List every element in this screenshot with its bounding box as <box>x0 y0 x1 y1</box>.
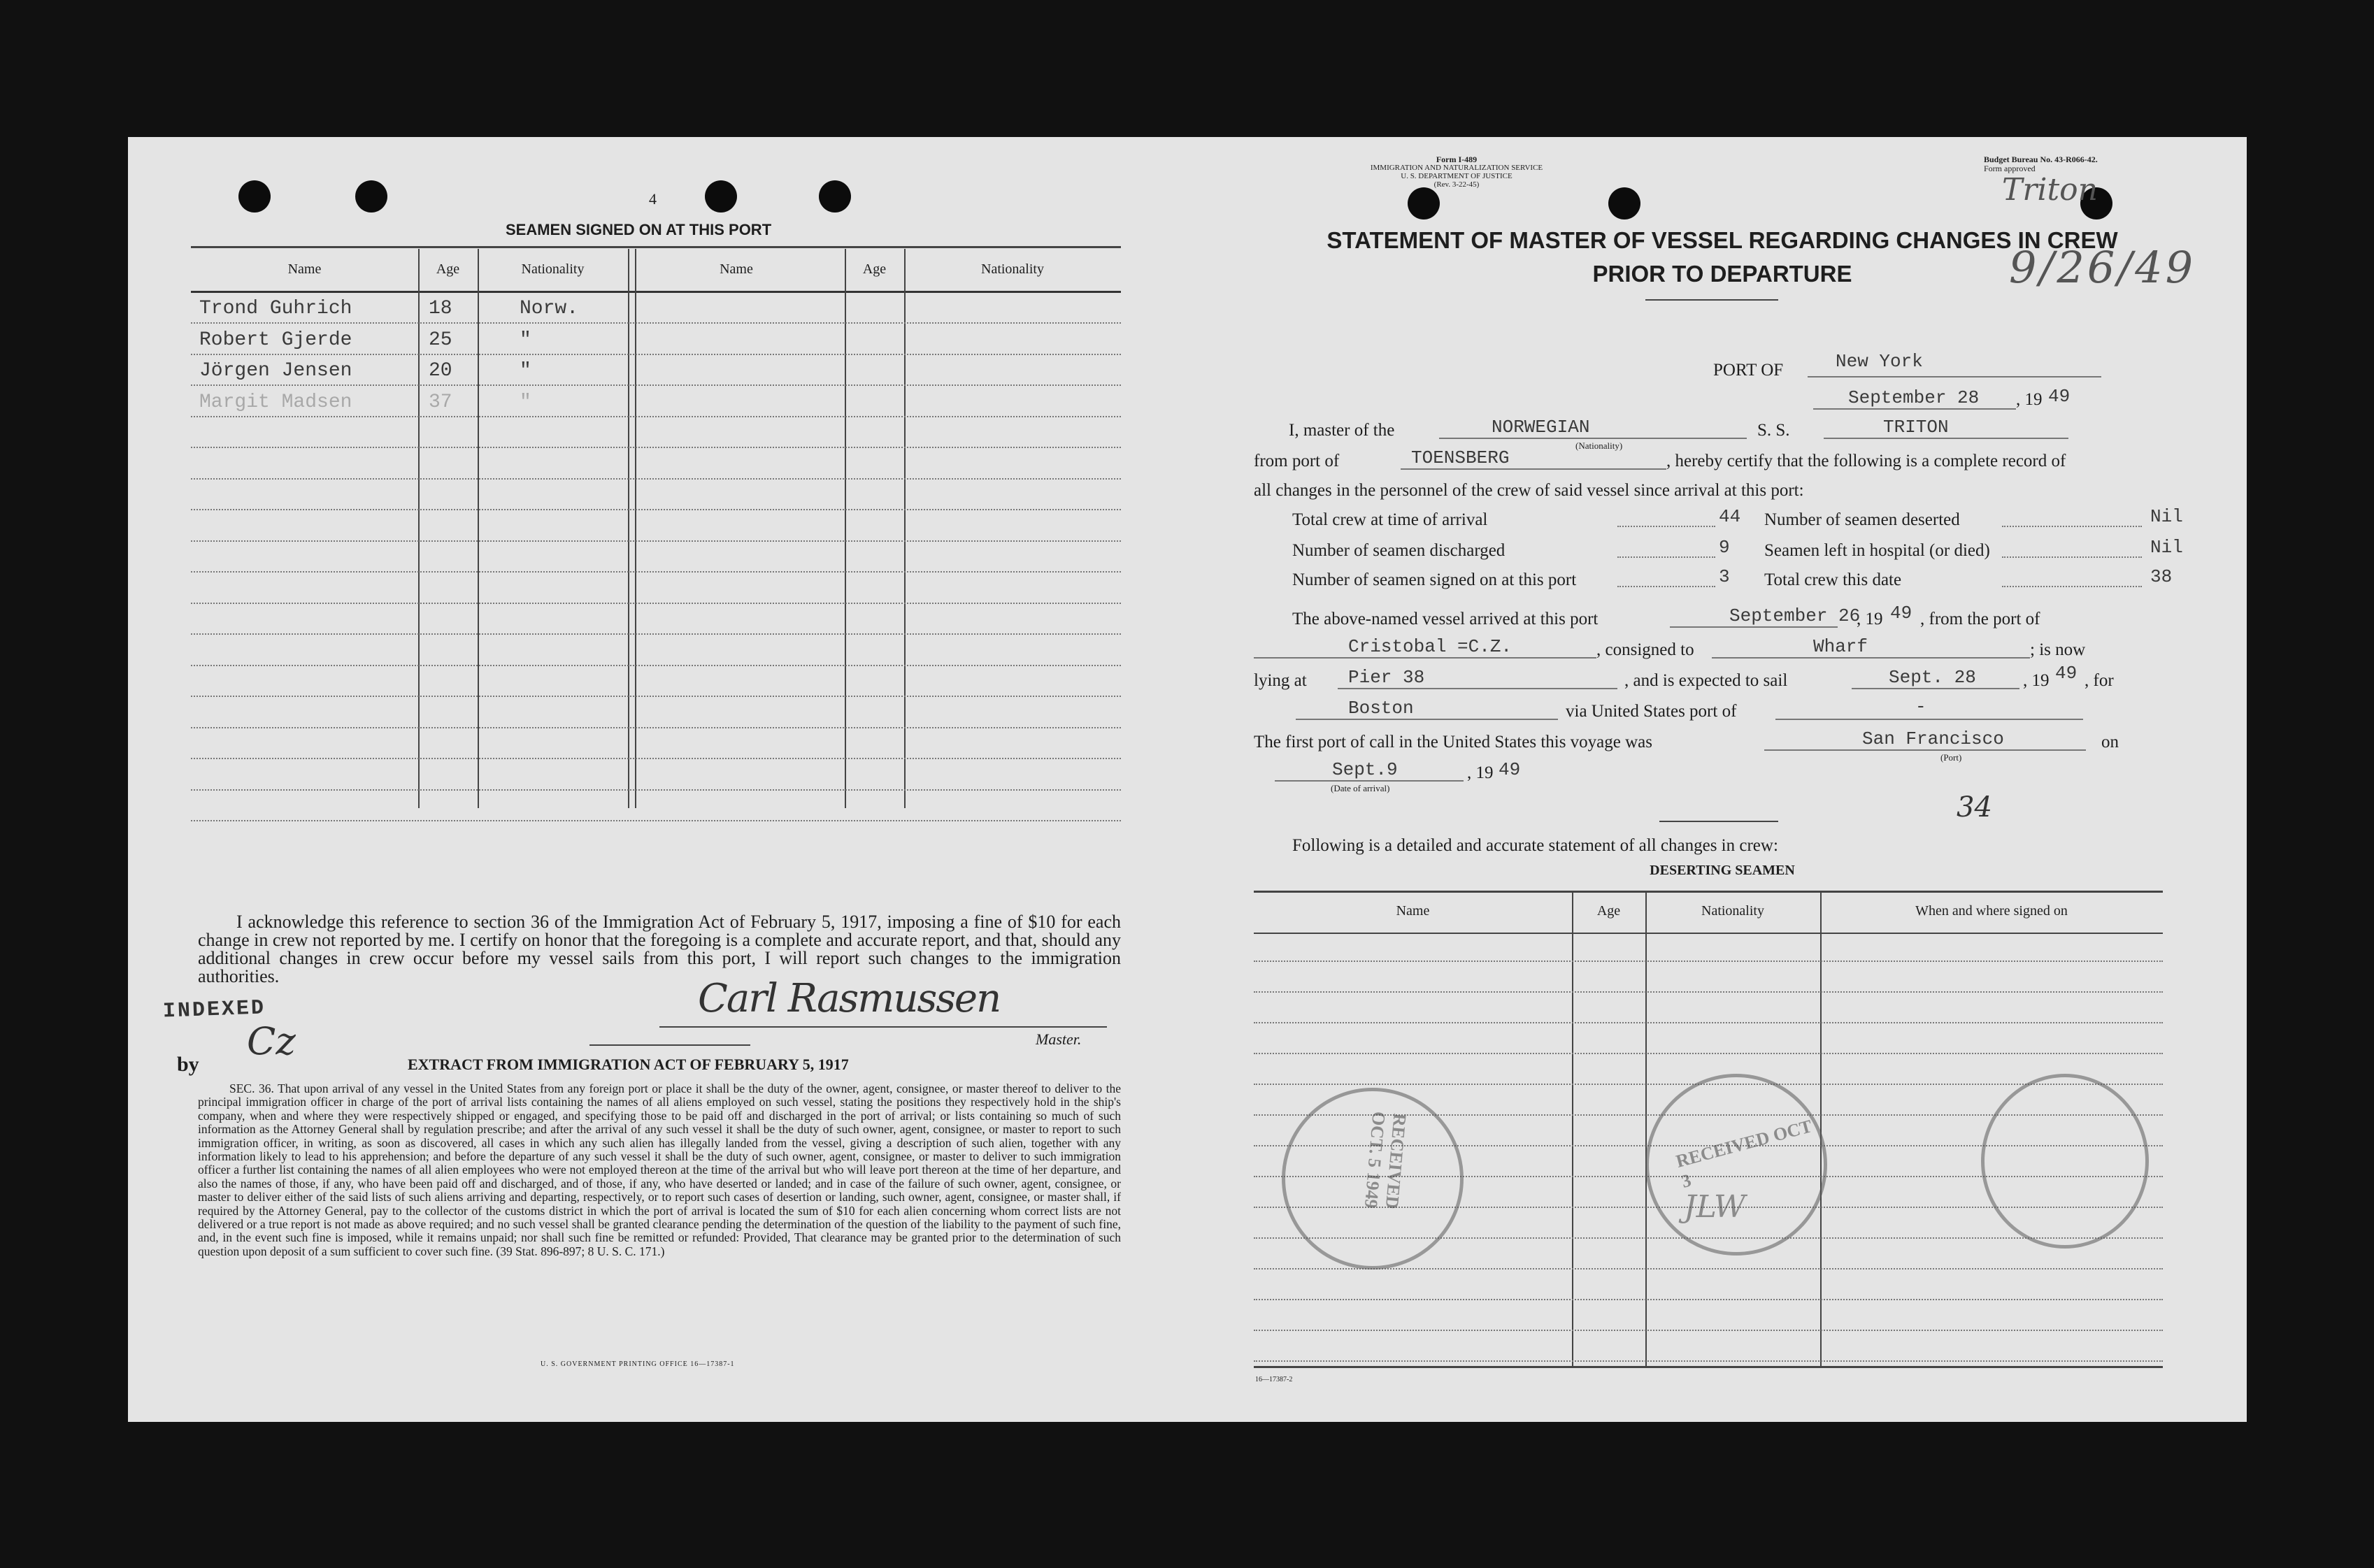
arrived-field-line <box>1670 626 1838 628</box>
from-port-value: TOENSBERG <box>1411 447 1510 468</box>
punch-hole <box>705 180 737 213</box>
column-divider <box>845 249 846 808</box>
expected-label: , and is expected to sail <box>1624 671 1788 690</box>
row-line <box>191 540 1121 542</box>
arrived-date: September 26 <box>1729 605 1861 626</box>
column-header: Nationality <box>1701 903 1764 919</box>
agency-line: IMMIGRATION AND NATURALIZATION SERVICE <box>1370 164 1543 172</box>
stat-label: Total crew at time of arrival <box>1292 510 1488 529</box>
sail-year: 49 <box>2055 663 2078 684</box>
header-rule <box>1254 933 2163 934</box>
column-header: Age <box>436 261 460 277</box>
column-header: Age <box>1596 903 1621 919</box>
first-date-field-line <box>1275 780 1464 782</box>
stat-label: Number of seamen discharged <box>1292 541 1506 560</box>
stat-label: Number of seamen signed on at this port <box>1292 570 1577 589</box>
sail-year-prefix: , 19 <box>2023 671 2050 690</box>
row-line <box>191 322 1121 324</box>
first-port: San Francisco <box>1862 728 2004 749</box>
seamen-table <box>191 249 1121 808</box>
row-line <box>191 354 1121 355</box>
destination: Boston <box>1348 698 1414 719</box>
row-line <box>191 384 1121 386</box>
column-divider <box>1645 891 1647 1367</box>
printer-line: U. S. GOVERNMENT PRINTING OFFICE 16—17387-1 <box>541 1360 735 1368</box>
row-line <box>191 665 1121 666</box>
punch-hole <box>819 180 851 213</box>
via-label: via United States port of <box>1566 702 1737 721</box>
row-line <box>1254 1360 2163 1362</box>
column-divider <box>1572 891 1573 1367</box>
row-line <box>1254 1022 2163 1023</box>
extract-text: SEC. 36. That upon arrival of any vessel in the United States from any foreign port or place it shall be the duty of the owner, agent, consignee, or master thereof to deliver to the principal immigration officer in charge of the port of arrival lists containing the names of all aliens employed on such vessel, stating the positions they respectively hold in the ship's company, when and where they were respectively shipped or engaged, and specifying those to be paid off and discharged in the port of arrival; or lists containing so much of such information as the Attorney General shall by regulation prescribe; and after the arrival of any such vessel it shall be the duty of such owner, agent, consignee, or master to report to such immigration officer, in writing, as soon as discovered, all cases in which any such alien has illegally landed from the vessel, giving a description of such alien, together with any information likely to lead to his apprehension; and before the departure of any such vessel it shall be the duty of such owner, agent, consignee, or master to deliver to such immigration officer a further list containing the names of all alien employees who were not employed thereon at the time of the arrival but who will leave port thereon at the time of her departure, and also the names of those, if any, who have been paid off and discharged, and of those, if any, who have deserted or landed; and in case of the failure of such owner, agent, consignee, or master to deliver either of the said lists of such aliens arriving and departing, respectively, or to report such cases of desertion or landing, such owner, agent, consignee, or master shall, if required by the Attorney General, pay to the collector of the customs district in which the port of arrival is located the sum of $10 for each alien concerning whom correct lists are not delivered or a true report is not made as above required; and no such vessel shall be granted clearance pending the determination of the question of the liability to the payment of such fine, and, in the event such fine is imposed, while it remains unpaid; nor shall such fine be remitted or refunded: Provided, That clearance may be granted prior to the determination of such question upon deposit of a sum sufficient to cover such fine. (39 Stat. 896-897; 8 U. S. C. 171.) <box>198 1081 1121 1258</box>
handwritten-number: 34 <box>1957 791 1992 823</box>
arrived-from: Cristobal =C.Z. <box>1348 636 1513 657</box>
sail-field-line <box>1852 688 2019 689</box>
deserting-heading: DESERTING SEAMEN <box>1650 863 1795 878</box>
port-caption: (Port) <box>1940 752 1962 763</box>
row-line <box>1254 1299 2163 1300</box>
punch-hole <box>238 180 271 213</box>
seaman-name: Robert Gjerde <box>199 329 352 351</box>
printer-line: 16—17387-2 <box>1255 1376 1293 1383</box>
form-approved: Form approved <box>1984 164 2036 173</box>
date-field-line <box>1813 408 2016 410</box>
right-page <box>1198 137 2247 1422</box>
column-divider <box>635 249 636 808</box>
arrived-year: 49 <box>1890 603 1912 624</box>
first-port-field-line <box>1764 749 2086 751</box>
stat-value: 44 <box>1719 506 1741 527</box>
row-line <box>191 478 1121 480</box>
row-line <box>191 633 1121 635</box>
consigned-field-line <box>1712 657 2030 659</box>
seaman-nationality: " <box>520 360 531 382</box>
row-line <box>191 571 1121 573</box>
on-label: on <box>2101 733 2119 751</box>
stat-leader <box>1617 556 1715 558</box>
handwritten-annotation: Triton <box>2002 172 2098 208</box>
lying-label: lying at <box>1254 671 1307 690</box>
title-line-1: STATEMENT OF MASTER OF VESSEL REGARDING CHANGES IN CREW <box>1327 227 2118 253</box>
stat-leader <box>2002 556 2142 558</box>
via-field-line <box>1775 719 2083 720</box>
stamp-initials: JLW <box>1684 1189 1746 1225</box>
column-header: Age <box>862 261 887 277</box>
left-page <box>128 137 1198 1422</box>
stat-label: Seamen left in hospital (or died) <box>1764 541 1990 560</box>
row-line <box>1254 961 2163 962</box>
column-header: Name <box>720 261 753 277</box>
date-value: September 28 <box>1848 387 1980 408</box>
vessel-value: TRITON <box>1883 417 1949 438</box>
received-stamp <box>1645 1074 1827 1256</box>
ss-label: S. S. <box>1757 421 1790 440</box>
date-year: 49 <box>2048 386 2071 407</box>
first-year: 49 <box>1499 759 1521 780</box>
form-header-block <box>1338 155 1575 189</box>
consigned-label: , consigned to <box>1596 640 1694 659</box>
row-line <box>191 416 1121 417</box>
divider <box>1659 821 1778 822</box>
row-line <box>1254 1053 2163 1054</box>
row-line <box>191 509 1121 510</box>
title-line-2: PRIOR TO DEPARTURE <box>1592 261 1852 287</box>
department-line: U. S. DEPARTMENT OF JUSTICE <box>1401 172 1513 180</box>
stamp-text: RECEIVED OCT 3 <box>1673 1116 1814 1192</box>
seaman-name: Margit Madsen <box>199 391 352 413</box>
arrived-from-field-line <box>1254 657 1596 659</box>
punch-hole <box>355 180 387 213</box>
seaman-nationality: Norw. <box>520 298 579 319</box>
row-line <box>191 696 1121 697</box>
budget-number: Budget Bureau No. 43-R066-42. <box>1984 154 2098 164</box>
handwritten-date: 9/26/49 <box>2009 242 2196 293</box>
page-number: 4 <box>649 190 657 208</box>
now-label: ; is now <box>2030 640 2086 659</box>
master-label: Master. <box>1036 1030 1082 1048</box>
for-label: , for <box>2085 671 2114 690</box>
column-header: Name <box>287 261 322 277</box>
row-line <box>191 447 1121 448</box>
seaman-age: 37 <box>429 391 452 413</box>
budget-block <box>1984 155 2098 173</box>
stat-leader <box>2002 586 2142 587</box>
stat-value: 38 <box>2150 566 2173 587</box>
destination-field-line <box>1296 719 1558 720</box>
seaman-nationality: " <box>520 391 531 413</box>
divider <box>589 1044 750 1046</box>
stat-value: Nil <box>2150 506 2183 527</box>
table-top-rule <box>1254 891 2163 893</box>
column-header: Nationality <box>981 261 1044 277</box>
certify-text: , hereby certify that the following is a complete record of <box>1666 452 2066 470</box>
first-port-label: The first port of call in the United States this voyage was <box>1254 733 1653 751</box>
by-label: by <box>177 1053 199 1076</box>
master-signature: Carl Rasmussen <box>698 976 1001 1021</box>
row-line <box>191 820 1121 821</box>
stat-label: Number of seamen deserted <box>1764 510 1960 529</box>
seaman-name: Jörgen Jensen <box>199 360 352 382</box>
row-line <box>191 758 1121 759</box>
indexer-initials: Cz <box>247 1019 296 1063</box>
column-divider <box>904 249 906 808</box>
seaman-age: 18 <box>429 298 452 319</box>
extract-title: EXTRACT FROM IMMIGRATION ACT OF FEBRUARY 5, 1917 <box>408 1056 849 1073</box>
port-stamp <box>1981 1074 2149 1249</box>
from-the-port-label: , from the port of <box>1920 610 2040 628</box>
row-line <box>1254 1330 2163 1331</box>
row-line <box>1254 991 2163 993</box>
via-port: - <box>1915 696 1926 717</box>
first-date: Sept.9 <box>1332 759 1398 780</box>
date-year-prefix: , 19 <box>2016 390 2043 409</box>
acknowledgement-text: I acknowledge this reference to section 36 of the Immigration Act of February 5, 1917, imposing a fine of $10 for each change in crew not reported by me. I certify on honor that the foregoing is a complete and accurate report, and that, should any additional changes in crew occur before my vessel sails from this port, I will report such changes to the immigration authorities. <box>198 912 1121 986</box>
arrived-year-prefix: , 19 <box>1857 610 1883 628</box>
column-divider <box>628 249 629 808</box>
punch-hole <box>1608 187 1640 220</box>
vessel-field-line <box>1824 438 2068 439</box>
port-value: New York <box>1836 351 1923 372</box>
seaman-age: 20 <box>429 360 452 382</box>
signature-line <box>659 1026 1107 1028</box>
nationality-field-line <box>1439 438 1747 439</box>
column-header: Nationality <box>521 261 585 277</box>
stamp-text: RECEIVED OCT. 5 1949 <box>1360 1110 1410 1210</box>
sail-date: Sept. 28 <box>1889 667 1976 688</box>
following-text: Following is a detailed and accurate statement of all changes in crew: <box>1292 836 1778 855</box>
row-line <box>1254 1268 2163 1269</box>
lying-field-line <box>1338 688 1617 689</box>
row-line <box>191 727 1121 728</box>
section-heading: SEAMEN SIGNED ON AT THIS PORT <box>506 221 772 238</box>
seaman-age: 25 <box>429 329 452 351</box>
row-line <box>191 603 1121 604</box>
from-port-field-line <box>1401 468 1666 470</box>
seaman-nationality: " <box>520 329 531 351</box>
divider <box>1645 299 1778 301</box>
table-bottom-rule <box>1254 1366 2163 1368</box>
lying-at: Pier 38 <box>1348 667 1425 688</box>
first-year-prefix: , 19 <box>1467 763 1494 782</box>
master-of-label: I, master of the <box>1289 421 1395 440</box>
date-caption: (Date of arrival) <box>1331 783 1390 793</box>
stat-label: Total crew this date <box>1764 570 1902 589</box>
stat-value: 9 <box>1719 537 1730 558</box>
divider <box>191 246 1121 248</box>
certify-text-2: all changes in the personnel of the crew of said vessel since arrival at this port: <box>1254 481 1804 500</box>
column-divider <box>418 249 420 808</box>
form-title <box>1198 224 2247 291</box>
nationality-value: NORWEGIAN <box>1492 417 1590 438</box>
stat-value: 3 <box>1719 566 1730 587</box>
from-port-label: from port of <box>1254 452 1340 470</box>
port-label: PORT OF <box>1713 361 1784 380</box>
column-divider <box>478 249 479 808</box>
stat-value: Nil <box>2150 537 2183 558</box>
stat-leader <box>1617 586 1715 587</box>
received-stamp <box>1282 1088 1464 1269</box>
arrived-label: The above-named vessel arrived at this port <box>1292 610 1599 628</box>
seaman-name: Trond Guhrich <box>199 298 352 319</box>
revision-line: (Rev. 3-22-45) <box>1433 180 1480 189</box>
consigned-to: Wharf <box>1813 636 1868 657</box>
column-header: Name <box>1396 903 1430 919</box>
nationality-caption: (Nationality) <box>1575 440 1623 451</box>
stat-leader <box>2002 526 2142 527</box>
form-number: Form I-489 <box>1436 154 1478 164</box>
column-header: When and where signed on <box>1915 903 2068 919</box>
row-line <box>191 789 1121 791</box>
stat-leader <box>1617 526 1715 527</box>
punch-hole <box>1408 187 1440 220</box>
column-divider <box>1820 891 1822 1367</box>
indexed-stamp: INDEXED <box>162 996 266 1024</box>
port-field-line <box>1808 376 2101 377</box>
